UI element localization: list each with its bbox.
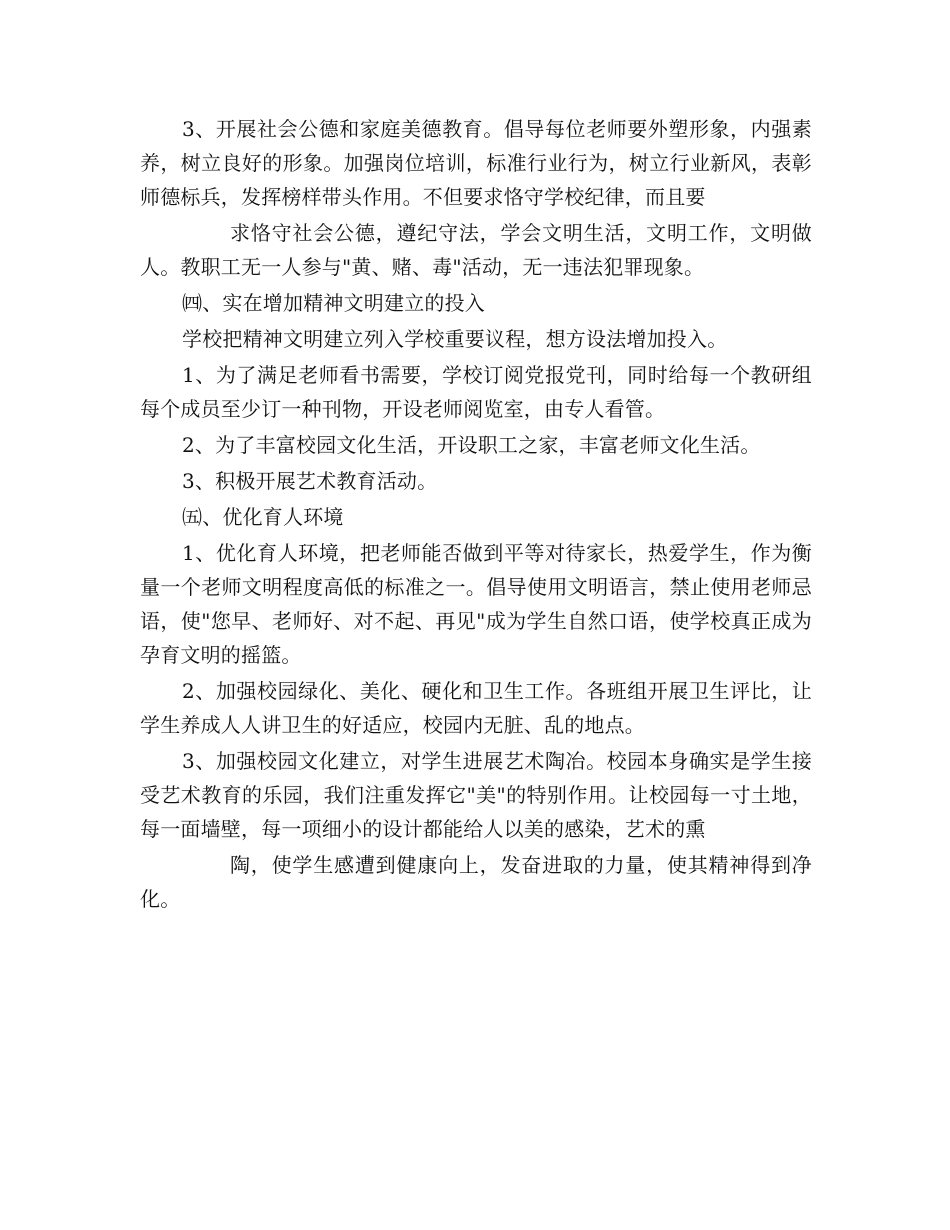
document-body	[140, 112, 812, 918]
paragraph-reading-room: 1、为了满足老师看书需要，学校订阅党报党刊，同时给每一个教研组每个成员至少订一种刊物，开设老师阅览室，由专人看管。	[140, 363, 812, 421]
paragraph-campus-culture-continued: 陶，使学生感遭到健康向上，发奋进取的力量，使其精神得到净化。	[140, 853, 812, 911]
paragraph-staff-home: 2、为了丰富校园文化生活，开设职工之家，丰富老师文化生活。	[182, 433, 761, 457]
paragraph-civil-language: 1、优化育人环境，把老师能否做到平等对待家长，热爱学生，作为衡量一个老师文明程度高低的标准之一。倡导使用文明语言，禁止使用老师忌语，使"您早、老师好、对不起、再见"成为学生自然口语，使学校真正成为孕育文明的摇篮。	[140, 541, 812, 667]
paragraph-moral-education: 3、开展社会公德和家庭美德教育。倡导每位老师要外塑形象，内强素养，树立良好的形象。加强岗位培训，标准行业行为，树立行业新风，表彰师德标兵，发挥榜样带头作用。不但要求恪守学校纪律，而且要	[140, 117, 812, 209]
section-heading-environment: ㈤、优化育人环境	[182, 505, 344, 529]
paragraph-art-education: 3、积极开展艺术教育活动。	[182, 469, 438, 493]
section-heading-investment: ㈣、实在增加精神文明建立的投入	[182, 291, 485, 315]
paragraph-campus-greening: 2、加强校园绿化、美化、硬化和卫生工作。各班组开展卫生评比，让学生养成人人讲卫生的好适应，校园内无脏、乱的地点。	[140, 679, 812, 737]
paragraph-campus-culture: 3、加强校园文化建立，对学生进展艺术陶冶。校园本身确实是学生接受艺术教育的乐园，我们注重发挥它"美"的特别作用。让校园每一寸土地，每一面墙壁，每一项细小的设计都能给人以美的感染，艺术的熏	[140, 749, 812, 841]
paragraph-moral-education-continued: 求恪守社会公德，遵纪守法，学会文明生活，文明工作，文明做人。教职工无一人参与"黄、赌、毒"活动，无一违法犯罪现象。	[140, 221, 812, 279]
paragraph-investment-intro: 学校把精神文明建立列入学校重要议程，想方设法增加投入。	[182, 327, 728, 351]
